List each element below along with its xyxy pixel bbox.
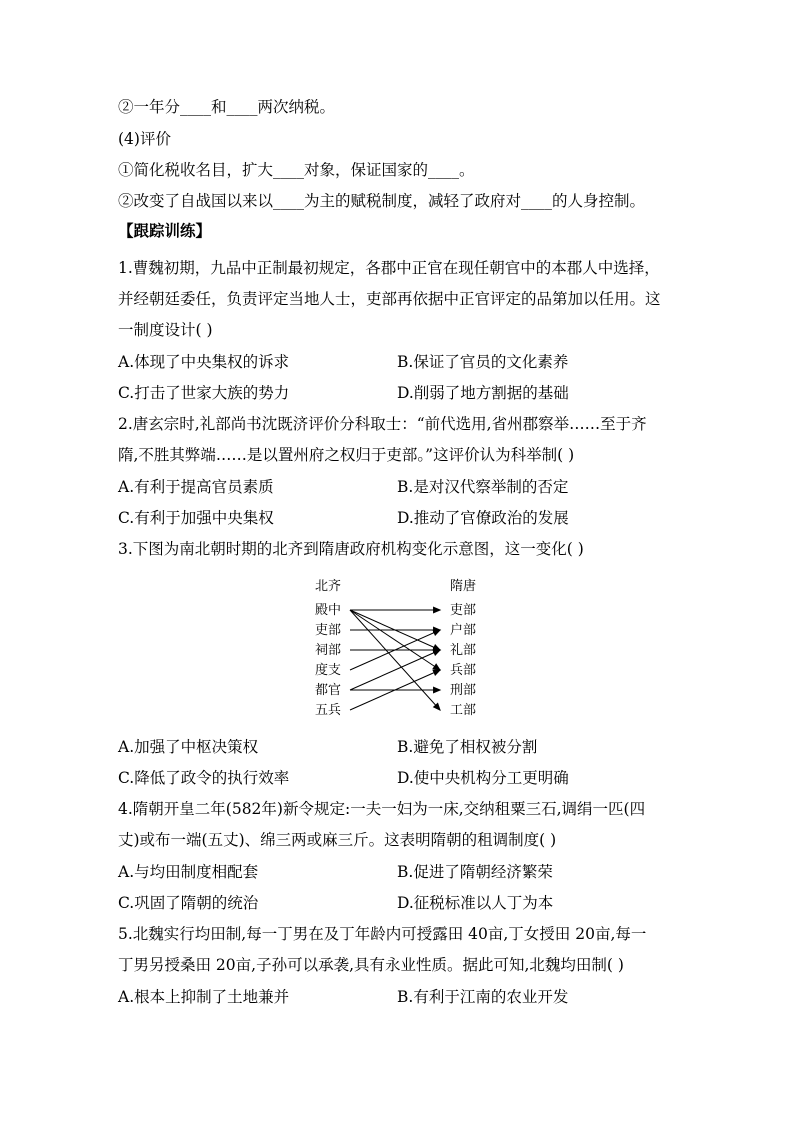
- q4-stem-line-1: 4.隋朝开皇二年(582年)新令规定:一夫一妇为一床,交纳租粟三石,调绢一匹(四: [118, 800, 646, 818]
- q1-option-d[interactable]: D.削弱了地方割据的基础: [397, 384, 569, 402]
- q1-option-a[interactable]: A.体现了中央集权的诉求: [118, 353, 290, 371]
- diagram-left-item: 度支: [315, 663, 342, 678]
- diagram-left-title: 北齐: [315, 579, 342, 594]
- diagram-left-item: 吏部: [315, 623, 342, 638]
- practice-heading: 【跟踪训练】: [118, 221, 212, 240]
- diagram-right-item: 吏部: [450, 603, 477, 618]
- q3-option-b[interactable]: B.避免了相权被分割: [397, 738, 538, 756]
- diagram-arrowhead: [433, 630, 440, 635]
- q5-stem-line-1: 5.北魏实行均田制,每一丁男在及丁年龄内可授露田 40亩,丁女授田 20亩,每一: [118, 925, 647, 943]
- q4-stem-line-2: 丈)或布一端(五丈)、绵三两或麻三斤。这表明隋朝的租调制度( ): [118, 831, 557, 849]
- diagram-arrowhead: [434, 687, 440, 692]
- diagram-arrowhead: [434, 607, 440, 612]
- q1-option-c[interactable]: C.打击了世家大族的势力: [118, 384, 290, 402]
- diagram-right-item: 户部: [450, 623, 477, 638]
- q2-option-c[interactable]: C.有利于加强中央集权: [118, 509, 274, 527]
- q2-stem-line-1: 2.唐玄宗时,礼部尚书沈既济评价分科取士：“前代选用,省州郡察举……至于齐: [118, 415, 647, 433]
- q1-stem-line-1: 1.曹魏初期，九品中正制最初规定，各郡中正官在现任朝官中的本郡人中选择，: [118, 259, 660, 277]
- diagram-left-item: 五兵: [315, 703, 342, 718]
- tax-paying-times: ②一年分____和____两次纳税。: [118, 98, 336, 116]
- diagram-right-title: 隋唐: [450, 579, 477, 594]
- diagram-left-item: 殿中: [315, 603, 342, 618]
- diagram-arrowhead: [433, 664, 440, 670]
- q1-stem-line-2: 并经朝廷委任，负责评定当地人士，吏部再依据中正官评定的品第加以任用。这: [118, 290, 661, 308]
- q5-option-b[interactable]: B.有利于江南的农业开发: [397, 988, 569, 1006]
- q3-option-c[interactable]: C.降低了政令的执行效率: [118, 769, 290, 787]
- q5-option-a[interactable]: A.根本上抑制了土地兼并: [118, 988, 290, 1006]
- diagram-connector: [350, 650, 440, 690]
- diagram-connector: [350, 610, 440, 710]
- diagram-left-item: 都官: [315, 683, 342, 698]
- q2-option-d[interactable]: D.推动了官僚政治的发展: [397, 509, 569, 527]
- diagram-right-item: 礼部: [450, 643, 477, 658]
- diagram-left-item: 祠部: [315, 643, 342, 658]
- q4-option-c[interactable]: C.巩固了隋朝的统治: [118, 894, 259, 912]
- q2-option-b[interactable]: B.是对汉代察举制的否定: [397, 478, 569, 496]
- diagram-arrowhead: [433, 650, 440, 655]
- q5-stem-line-2: 丁男另授桑田 20亩,子孙可以承袭,具有永业性质。据此可知,北魏均田制( ): [118, 956, 624, 974]
- evaluation-point-1: ①简化税收名目，扩大____对象，保证国家的____。: [118, 161, 475, 179]
- evaluation-heading: (4)评价: [118, 130, 171, 148]
- diagram-right-item: 工部: [450, 703, 477, 718]
- q2-option-a[interactable]: A.有利于提高官员素质: [118, 478, 274, 496]
- q1-option-b[interactable]: B.保证了官员的文化素养: [397, 353, 569, 371]
- q4-option-d[interactable]: D.征税标准以人丁为本: [397, 894, 554, 912]
- q2-stem-line-2: 隋,不胜其弊端……是以置州府之权归于吏部。”这评价认为科举制( ): [118, 446, 575, 464]
- q1-stem-line-3: 一制度设计( ): [118, 321, 213, 339]
- q4-option-b[interactable]: B.促进了隋朝经济繁荣: [397, 863, 553, 881]
- diagram-right-item: 兵部: [450, 663, 477, 678]
- q3-option-d[interactable]: D.使中央机构分工更明确: [397, 769, 569, 787]
- q4-option-a[interactable]: A.与均田制度相配套: [118, 863, 259, 881]
- diagram-connector: [350, 610, 440, 670]
- q3-stem-line-1: 3.下图为南北朝时期的北齐到隋唐政府机构变化示意图，这一变化( ): [118, 540, 584, 558]
- diagram-right-item: 刑部: [450, 683, 477, 698]
- q3-option-a[interactable]: A.加强了中枢决策权: [118, 738, 259, 756]
- diagram-arrowhead: [433, 670, 440, 675]
- institution-change-diagram: [300, 570, 500, 720]
- evaluation-point-2: ②改变了自战国以来以____为主的赋税制度，减轻了政府对____的人身控制。: [118, 192, 646, 210]
